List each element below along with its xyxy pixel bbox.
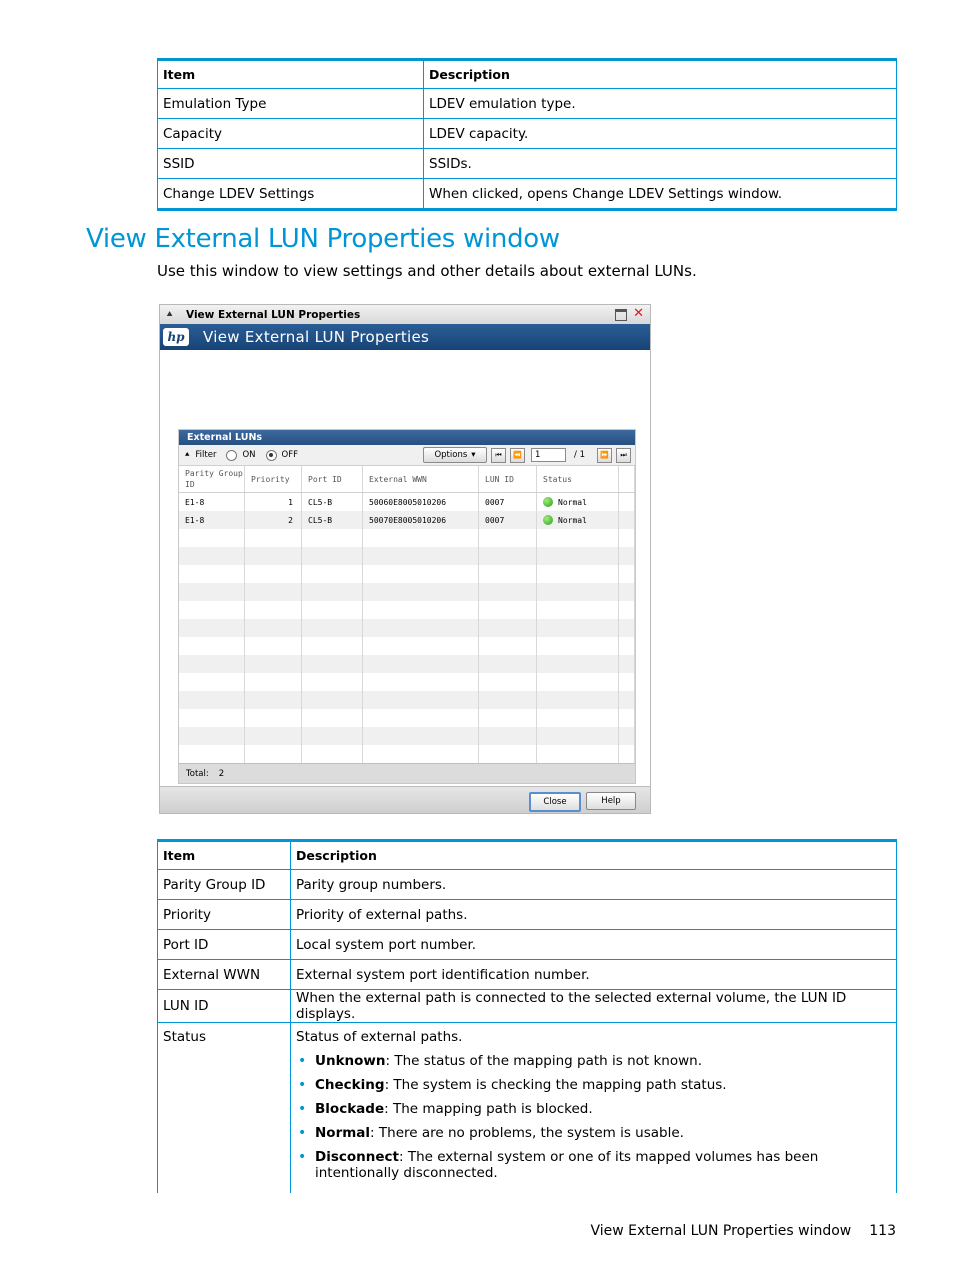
filter-on-label: ON — [242, 450, 256, 460]
window-titlebar — [160, 305, 650, 324]
item-cell: LUN ID — [158, 990, 291, 1023]
wwn-cell: 50060E8005010206 — [363, 493, 479, 511]
empty-row — [179, 691, 635, 709]
column-port-id[interactable]: Port ID — [302, 466, 363, 492]
table-row — [158, 89, 897, 119]
status-cell — [537, 493, 619, 511]
column-lun-id[interactable]: LUN ID — [479, 466, 537, 492]
status-text: Normal — [558, 515, 587, 525]
last-page-icon[interactable]: ⏭ — [616, 448, 631, 463]
table-row[interactable] — [179, 511, 635, 529]
table-row — [158, 149, 897, 179]
window-title: View External LUN Properties — [186, 308, 361, 321]
section-title: View External LUN Properties window — [86, 224, 560, 254]
empty-row — [179, 709, 635, 727]
panel-footer — [179, 763, 635, 783]
item-cell: SSID — [158, 149, 424, 179]
table-row — [158, 960, 897, 990]
status-cell — [537, 511, 619, 529]
panel-title: External LUNs — [179, 430, 635, 445]
description-cell: When clicked, opens Change LDEV Settings window. — [424, 179, 897, 210]
table-header-row — [158, 841, 897, 870]
list-item: • Blockade: The mapping path is blocked. — [298, 1101, 593, 1117]
description-cell: External system port identification number. — [291, 960, 897, 990]
header-item: Item — [158, 60, 424, 89]
table-row — [158, 1023, 897, 1194]
options-button[interactable] — [423, 447, 487, 463]
bullet-icon: • — [298, 1101, 307, 1117]
filter-off-radio[interactable] — [266, 450, 277, 461]
table-header-row — [158, 60, 897, 89]
empty-row — [179, 673, 635, 691]
empty-row — [179, 637, 635, 655]
table-row[interactable] — [179, 493, 635, 511]
item-description-table-luns — [157, 839, 897, 1193]
page-footer — [590, 1223, 896, 1239]
view-external-lun-properties-window — [159, 304, 651, 814]
maximize-icon[interactable] — [615, 309, 627, 321]
list-item: • Normal: There are no problems, the system is usable. — [298, 1125, 684, 1141]
empty-row — [179, 547, 635, 565]
empty-row — [179, 727, 635, 745]
list-item: • Disconnect: The external system or one of its mapped volumes has been intentionally disconnected. — [298, 1149, 819, 1181]
port-cell: CL5-B — [302, 493, 363, 511]
status-ok-icon — [543, 515, 553, 525]
footer-title: View External LUN Properties window — [590, 1223, 852, 1239]
description-cell: LDEV emulation type. — [424, 89, 897, 119]
empty-row — [179, 583, 635, 601]
external-luns-panel — [178, 429, 636, 784]
bullet-icon: • — [298, 1077, 307, 1093]
empty-row — [179, 619, 635, 637]
section-intro: Use this window to view settings and other details about external LUNs. — [157, 262, 697, 280]
table-row — [158, 990, 897, 1023]
filter-label: Filter — [195, 450, 217, 460]
description-cell: Priority of external paths. — [291, 900, 897, 930]
close-icon[interactable]: ✕ — [633, 305, 644, 321]
status-ok-icon — [543, 497, 553, 507]
priority-cell: 2 — [245, 511, 302, 529]
page-number: 113 — [869, 1223, 896, 1239]
description-cell: Parity group numbers. — [291, 870, 897, 900]
lun-cell: 0007 — [479, 493, 537, 511]
parity-cell: E1-8 — [179, 493, 245, 511]
wwn-cell: 50070E8005010206 — [363, 511, 479, 529]
header-item: Item — [158, 841, 291, 870]
grid-header — [179, 466, 635, 493]
status-list — [296, 1053, 891, 1181]
list-item: • Checking: The system is checking the mapping path status. — [298, 1077, 727, 1093]
next-page-icon[interactable]: ⏩ — [597, 448, 612, 463]
total-value: 2 — [218, 768, 225, 779]
description-cell: SSIDs. — [424, 149, 897, 179]
filter-off-label: OFF — [281, 450, 298, 460]
filter-on-radio[interactable] — [226, 450, 237, 461]
total-label: Total: — [186, 768, 209, 779]
page-total: / 1 — [574, 450, 585, 460]
item-cell: Capacity — [158, 119, 424, 149]
column-status[interactable]: Status — [537, 466, 619, 492]
hp-logo: hp — [163, 328, 189, 346]
status-description: Status of external paths. — [296, 1029, 463, 1045]
description-cell — [291, 1023, 897, 1194]
item-cell: Status — [158, 1023, 291, 1194]
column-spacer — [619, 466, 635, 492]
priority-cell: 1 — [245, 493, 302, 511]
description-cell: Local system port number. — [291, 930, 897, 960]
item-cell: Priority — [158, 900, 291, 930]
window-banner — [160, 324, 650, 350]
item-description-table-ldev — [157, 58, 897, 211]
item-cell: Port ID — [158, 930, 291, 960]
filter-expand-icon[interactable]: ⯅ — [184, 450, 191, 459]
collapse-chevron-icon[interactable]: ⯅ — [166, 309, 174, 320]
column-parity-group-id[interactable]: Parity Group ID — [179, 466, 245, 492]
empty-row — [179, 745, 635, 763]
item-cell: Emulation Type — [158, 89, 424, 119]
table-row — [158, 179, 897, 210]
empty-row — [179, 655, 635, 673]
options-label: Options — [434, 450, 468, 460]
parity-cell: E1-8 — [179, 511, 245, 529]
banner-title: View External LUN Properties — [203, 328, 430, 346]
list-item: • Unknown: The status of the mapping path is not known. — [298, 1053, 703, 1069]
empty-row — [179, 565, 635, 583]
table-row — [158, 119, 897, 149]
header-description: Description — [424, 60, 897, 89]
item-cell: External WWN — [158, 960, 291, 990]
bullet-icon: • — [298, 1053, 307, 1069]
bullet-icon: • — [298, 1149, 307, 1165]
lun-cell: 0007 — [479, 511, 537, 529]
table-row — [158, 930, 897, 960]
column-external-wwn[interactable]: External WWN — [363, 466, 479, 492]
close-button[interactable]: Close — [529, 792, 581, 812]
grid-body — [179, 493, 635, 764]
table-row — [158, 900, 897, 930]
bullet-icon: • — [298, 1125, 307, 1141]
panel-toolbar — [179, 445, 635, 466]
previous-page-icon[interactable]: ⏪ — [510, 448, 525, 463]
column-priority[interactable]: Priority — [245, 466, 302, 492]
page-number-input[interactable]: 1 — [531, 448, 566, 462]
status-text: Normal — [558, 497, 587, 507]
description-cell: When the external path is connected to the selected external volume, the LUN ID displays. — [291, 990, 897, 1023]
help-button[interactable]: Help — [586, 792, 636, 810]
empty-row — [179, 601, 635, 619]
window-button-bar — [160, 786, 650, 813]
table-row — [158, 870, 897, 900]
first-page-icon[interactable]: ⏮ — [491, 448, 506, 463]
item-cell: Parity Group ID — [158, 870, 291, 900]
header-description: Description — [291, 841, 897, 870]
port-cell: CL5-B — [302, 511, 363, 529]
external-luns-grid — [179, 466, 635, 764]
description-cell: LDEV capacity. — [424, 119, 897, 149]
item-cell: Change LDEV Settings — [158, 179, 424, 210]
empty-row — [179, 529, 635, 547]
chevron-down-icon: ▾ — [471, 450, 476, 460]
